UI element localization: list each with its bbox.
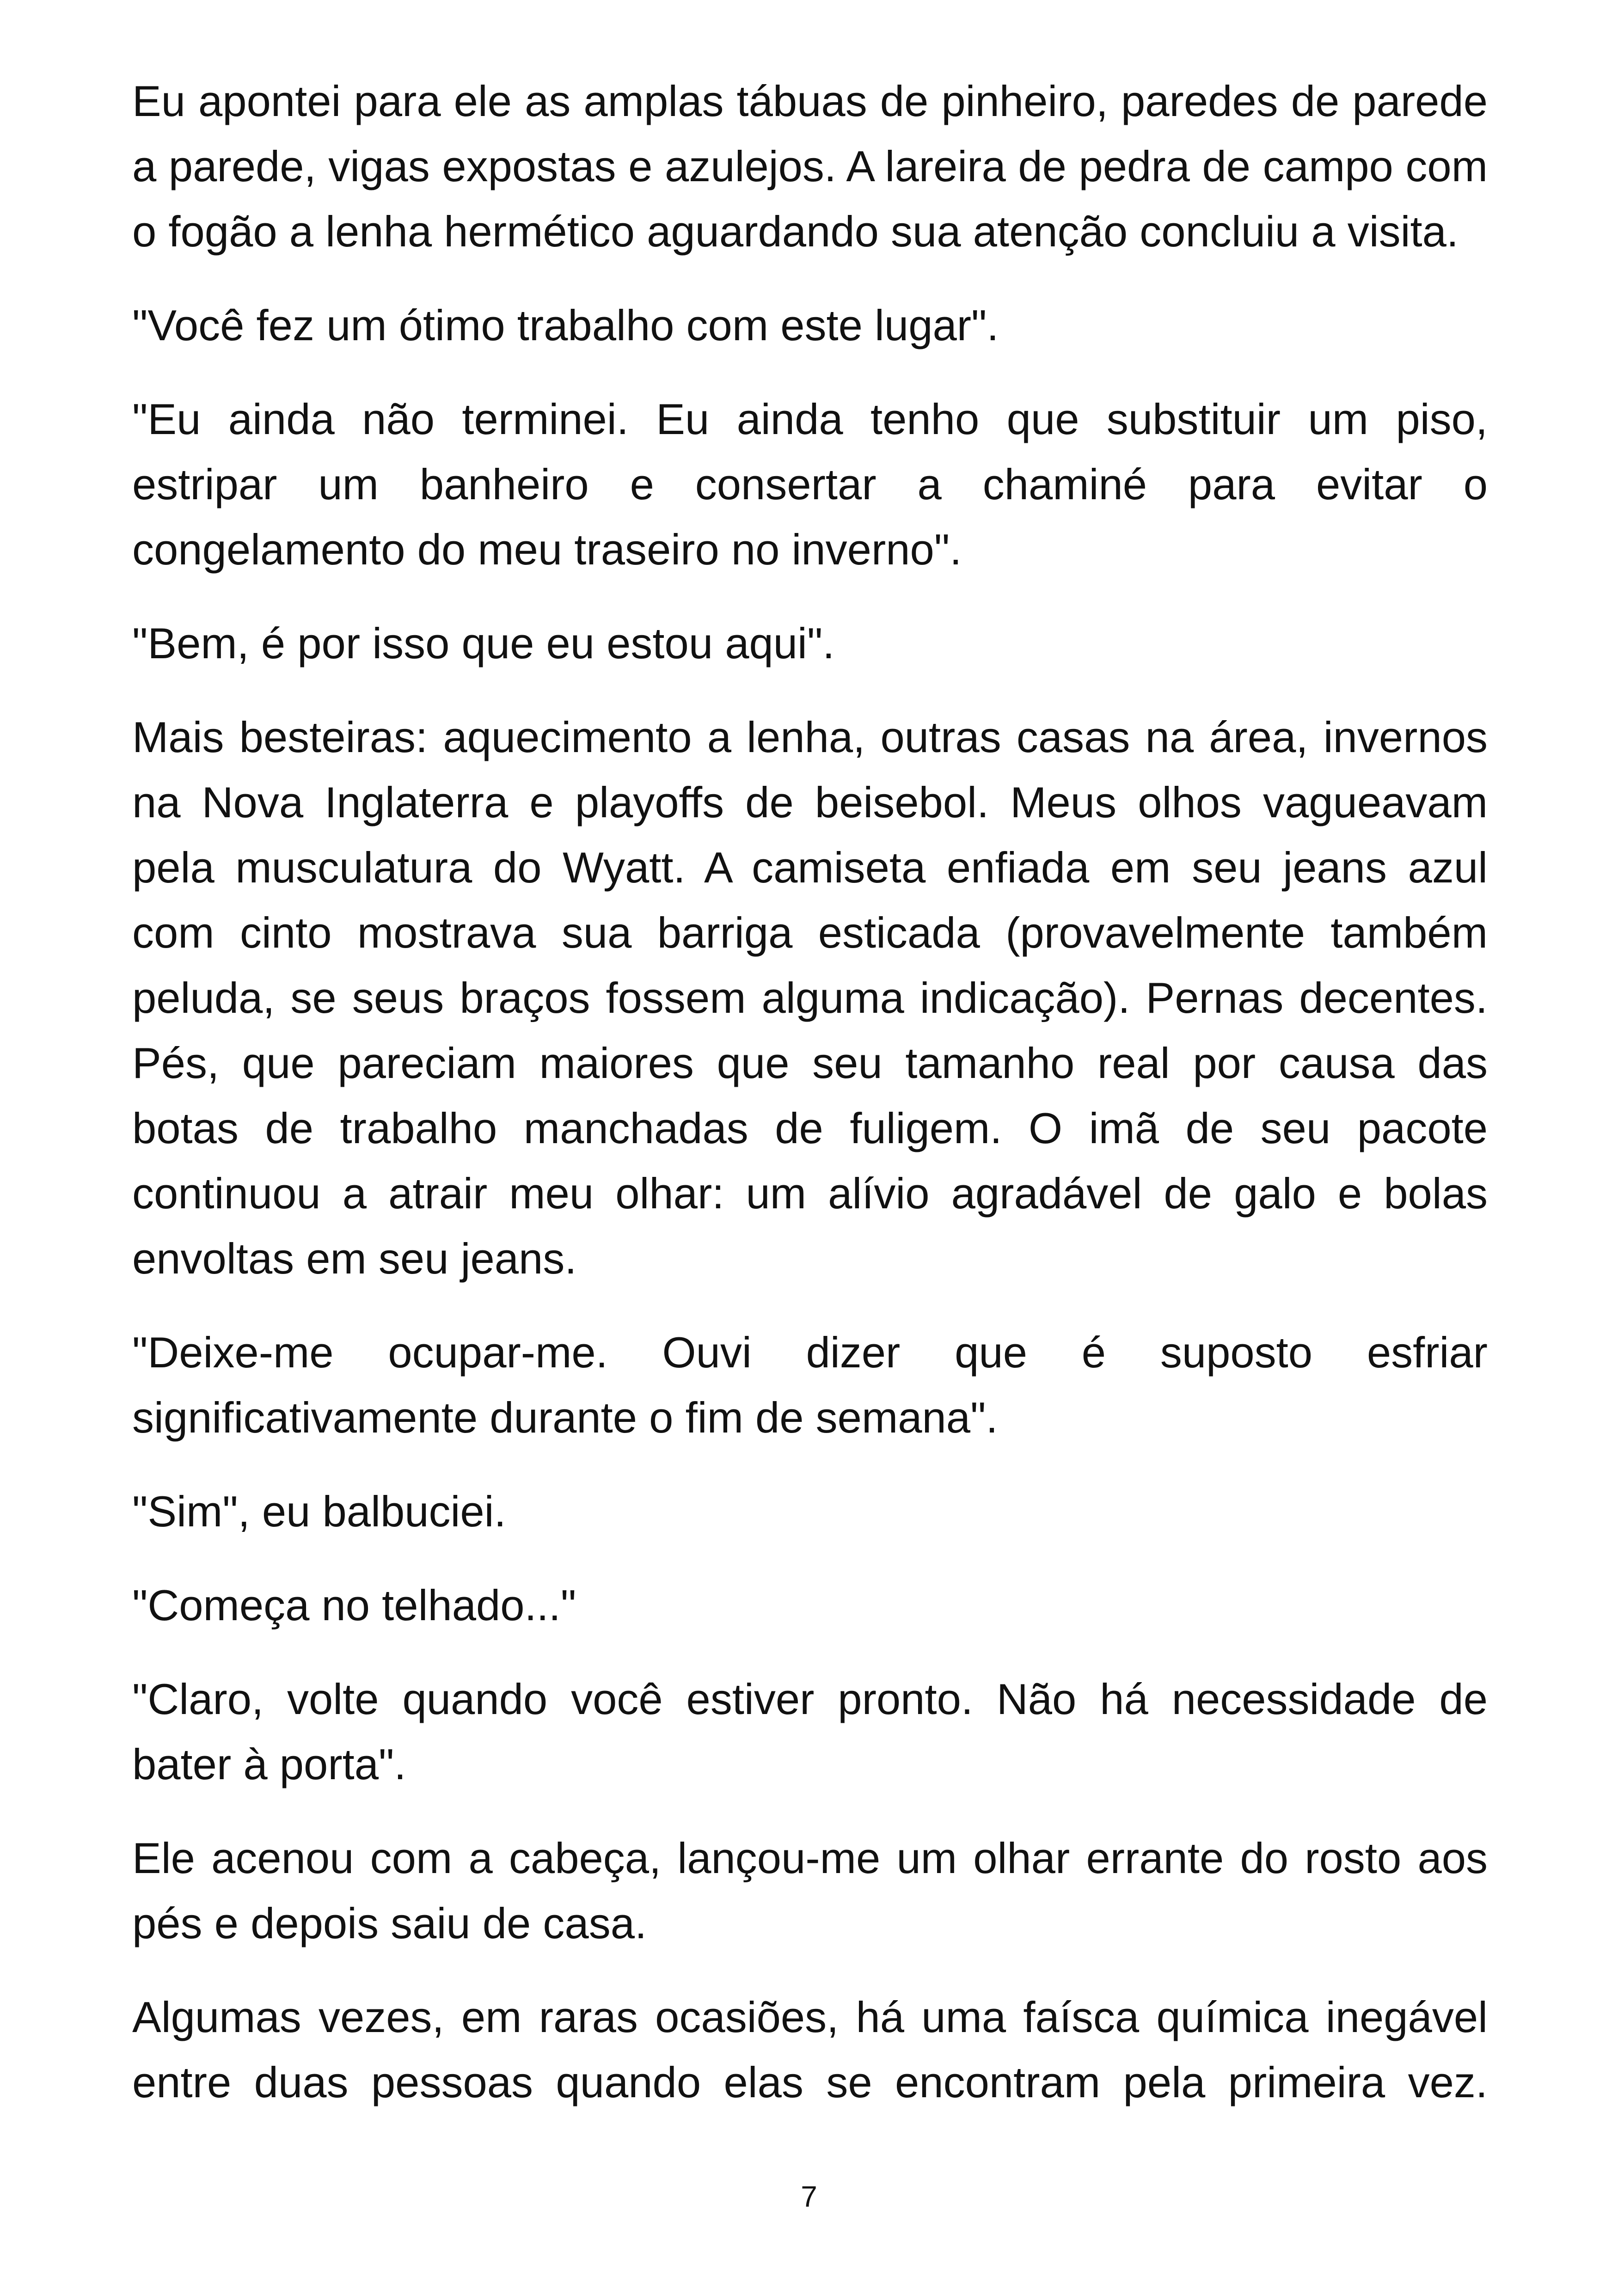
paragraph: "Deixe-me ocupar-me. Ouvi dizer que é suposto esfriar significativamente durante o fim de semana". <box>132 1328 1488 1442</box>
paragraph: "Sim", eu balbuciei. <box>132 1487 506 1536</box>
paragraph: Algumas vezes, em raras ocasiões, há uma faísca química inegável entre duas pessoas quando elas se encontram pela primeira vez. <box>132 1993 1488 2106</box>
paragraph: Mais besteiras: aquecimento a lenha, outras casas na área, invernos na Nova Inglaterra e playoffs de beisebol. Meus olhos vagueavam pela musculatura do Wyatt. A camiseta enfiada em seu jeans azul com cinto mostrava sua barriga esticada (provavelmente também peluda, se seus braços fossem alguma indicação). Pernas decentes. Pés, que pareciam maiores que seu tamanho real por causa das botas de trabalho manchadas de fuligem. O imã de seu pacote continuou a atrair meu olhar: um alívio agradável de galo e bolas envoltas em seu jeans. <box>132 713 1488 1283</box>
paragraph: "Claro, volte quando você estiver pronto. Não há necessidade de bater à porta". <box>132 1675 1488 1788</box>
paragraph: "Começa no telhado..." <box>132 1581 576 1629</box>
paragraph: "Eu ainda não terminei. Eu ainda tenho que substituir um piso, estripar um banheiro e consertar a chaminé para evitar o congelamento do meu traseiro no inverno". <box>132 395 1488 574</box>
paragraph: "Você fez um ótimo trabalho com este lugar". <box>132 301 999 349</box>
paragraph: "Bem, é por isso que eu estou aqui". <box>132 619 835 667</box>
paragraph: Eu apontei para ele as amplas tábuas de pinheiro, paredes de parede a parede, vigas expostas e azulejos. A lareira de pedra de campo com o fogão a lenha hermético aguardando sua atenção concluiu a visita. <box>132 77 1488 256</box>
paragraph: Ele acenou com a cabeça, lançou-me um olhar errante do rosto aos pés e depois saiu de casa. <box>132 1834 1488 1947</box>
page-number: 7 <box>801 2180 817 2213</box>
body-text <box>132 68 1488 2115</box>
